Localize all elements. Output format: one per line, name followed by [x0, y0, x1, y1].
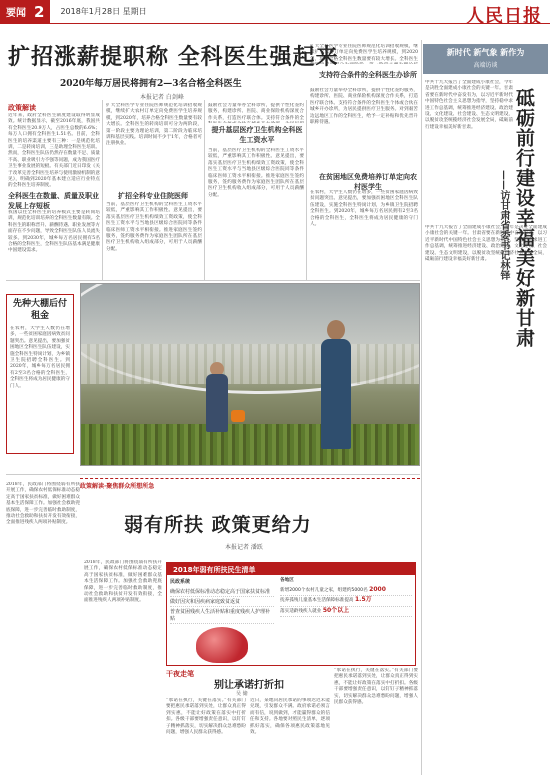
section2-banner [80, 478, 420, 492]
lead-column-1: 近年来，政府全科医生制度建设取得明显成效。统计数据显示，截至2016年底，我国共有全科医生20.9万人，占医生总数的6.6%；每万人口拥有全科医生1.51名。目前，全科医生的培养渠道主要有三种：一是规范化培训，二是转岗培训，三是助理全科医生培训。然而，全科医生队伍仍然存在数量不足、质量不高、职业吸引力不强等问题，成为我国医疗卫生事业发展的短板。有关部门近日印发《关于改革完善全科医生培养与使用激励机制的意见》，明确到2020年基本建立适应行业特点的全科医生培养制度。 [8, 113, 100, 188]
livelihood-list-right [277, 575, 415, 667]
subhead-clinic: 支持符合条件的全科医生办诊所 [319, 71, 417, 79]
livelihood-list-left [167, 575, 277, 667]
left-box [6, 294, 74, 454]
policy-read-tag: 政策解读 [8, 104, 36, 112]
lead-subtitle: 2020年每万居民将拥有2—3名合格全科医生 [60, 79, 242, 89]
left-box-title: 先种大棚后付租金 [12, 299, 67, 321]
farmer-left [206, 374, 228, 432]
doctor-head [327, 320, 345, 340]
masthead-logo: 人民日报 [466, 6, 542, 27]
section3-byline: 吴 储 [236, 691, 248, 697]
section-name: 要闻 [6, 8, 26, 19]
doctor-right [321, 339, 351, 449]
section3-column-1: “承诺在执行，关键在落实。”有关部门要把惠民承诺落到实处，让群众真正得到实惠，不能让好政策在落实中打折扣。各级干部要增强责任意识，以钉钉子精神抓落实，切实解决群众急难愁盼问题，增强人民群众获得感。 [166, 698, 246, 736]
lead-column-4: 扩大全科医学专业住院医师规范化培训招收规模，继续扩大农村订单定向免费医学生培养规模，到2020年，培养合格全科医生数量要有较大增长。全科医生 [310, 44, 418, 62]
sidebar-text-2: 中共十九大报告了全面建成小康社会，今年是决胜全面建成小康社会的关键一年。甘肃省要在新时代中奋发有为，以习近平新时代中国特色社会主义思想为指导，坚持稳中求进工作总基调，统筹推进经济建设、政治建设、文化建设、社会建设、生态文明建设，以脱贫攻坚统揽经济社会发展全局，砥砺前行建设幸福美好新甘肃。 [425, 225, 547, 263]
policy-read-tag-2: 政策解读·聚焦群众所想所急 [80, 483, 155, 490]
lead-column-2: 扩大全科医学专业住院医师规范化培训招收规模，继续扩大农村订单定向免费医学生培养规模，到2020年，培养合格全科医生数量要有较大增长。全科医生的转岗培训可分为两阶段，第一阶段主要为理论培训，第二阶段为临床培训和基层实践。培训时间不少于1年，合格者可注册执业。 [106, 103, 202, 147]
greenhouse-photo [80, 283, 420, 466]
heart-hands-image [196, 627, 248, 663]
subhead-poor-areas: 在贫困地区免费培养订单定向农村医学生 [319, 173, 417, 191]
right-row: 新增2000个农村儿童之家，组建约5000名 2000 [280, 586, 412, 596]
subhead-expand-enrollment: 扩招全科专业住院医师 [118, 192, 188, 200]
right-row: 落实适龄残疾人就业 50个以上 [280, 607, 412, 617]
left-box-text: 在农村，大学生人数仍在增多，一些贫困家庭因病致贫问题突出。意见提出，要加强贫困地区全科医生队伍建设，实施全科医生特岗计划，为乡镇卫生院招聘全科医生。到2020年，城乡每万名居民拥有2至3名合格的全科医生，全科医生将成为居民健康的守门人。 [10, 326, 70, 389]
section-label [0, 0, 50, 23]
lead-column-4b: 鼓励社会力量举办全科诊所，提供个性化签约服务，构建诊所、医院、商业保险机构深度合作关系，打造医疗联合体。支持符合条件的全科医生个体或合伙在城乡开办诊所，为居民提供医疗卫生服务。对到艰苦边远地区工作的全科医生，给予一定补贴和优先晋升职称待遇。 [310, 88, 418, 126]
sidebar-subtitle: 高端访谈 [473, 62, 498, 69]
section3-column-2: 近日，某地向居民承诺的事项迟迟未能兑现，引发群众不满。政府承诺必须言而有信，说到做到，才能赢得群众的信任和支持。各地要对照民生清单，逐项抓好落实，确保各项惠民政策落地见效。 [250, 698, 330, 736]
right-title: 各地区 [280, 578, 294, 583]
right-row: 抚养孤残儿童基本生活保障标准提高 1.5万 [280, 596, 412, 606]
livelihood-list-header: 2018年弱有所扶民生清单 [167, 563, 415, 575]
page-header [0, 0, 550, 27]
sidebar-text-1: 中共十九大报告了全面建成小康社会，今年是决胜全面建成小康社会的关键一年。甘肃省要在新时代中奋发有为，以习近平新时代中国特色社会主义思想为指导，坚持稳中求进工作总基调，统筹推进经济建设、政治建设、文化建设、社会建设、生态文明建设，以脱贫攻坚统揽经济社会发展全局，砥砺前行建设幸福美好新甘肃。 [425, 80, 513, 130]
left-title: 民政系统 [170, 579, 191, 585]
cartoon-tag: 干夜走笔 [166, 670, 194, 678]
section3-headline: 别让承诺打折扣 [214, 680, 284, 691]
interview-headline: 砥砺前行建设幸福美好新甘肃 [513, 88, 535, 348]
lead-column-3b: 当前，基层医疗卫生机构的全科医生工资水平较低，严重影响其工作积极性。意见提出，要落实基层医疗卫生机构绩效工资政策，使全科医生工资水平与当地县区级综合医院同等条件临床医师工资水平相衔接。推进家庭医生签约服务，签约服务费作为家庭医生团队所在基层医疗卫生机构收入组成部分，可用于人员薪酬分配。 [208, 148, 304, 198]
issue-date: 2018年1月28日 星期日 [60, 7, 147, 16]
interview-subheadline: ——访甘肃省委书记林铎 [498, 170, 509, 280]
section2-byline: 本报记者 潘跃 [225, 544, 263, 551]
lead-column-2b: 当前，基层医疗卫生机构的全科医生工资水平较低，严重影响其工作积极性。意见提出，要落实基层医疗卫生机构绩效工资政策，使全科医生工资水平与当地县区级综合医院同等条件临床医师工资水平相衔接。推进家庭医生签约服务，签约服务费作为家庭医生团队所在基层医疗卫生机构收入组成部分，可用于人员薪酬分配。 [106, 202, 202, 252]
sidebar-banner [423, 44, 548, 74]
page-number: 2 [34, 2, 45, 21]
section2-headline: 弱有所扶 政策更给力 [124, 514, 312, 536]
lead-byline: 本报记者 白剑峰 [140, 94, 184, 101]
section2-column-2: 2018年，民政部门将围绕弱有所扶开展工作，确保农村低保标准动态稳定高于国家扶贫标准，做好困难群众基本生活保障工作。加强社会救助兜底保障，进一步完善临时救助制度，推动社会救助和扶贫开发有效衔接，全面推进残疾人两项补贴制度。 [84, 560, 162, 604]
section2-column-1: 2018年，民政部门将围绕弱有所扶开展工作，确保农村低保标准动态稳定高于国家扶贫标准，做好困难群众基本生活保障工作。加强社会救助兜底保障，进一步完善临时救助制度，推动社会救助和扶贫开发有效衔接，全面推进残疾人两项补贴制度。 [6, 482, 80, 526]
left-row: 做好因灾和因疾病家庭致贫返贫 [170, 597, 274, 607]
livelihood-list [166, 562, 416, 666]
lead-headline: 扩招涨薪提职称 全科医生强起来 [8, 45, 339, 70]
left-row: 确保农村低保标准动态稳定高于国家扶贫标准 [170, 587, 274, 597]
subhead-raise-salary: 提升基层医疗卫生机构全科医生工资水平 [211, 126, 303, 144]
sidebar-title: 新时代 新气象 新作为 [446, 48, 525, 57]
lead-column-4c: 在农村，大学生人数仍在增多，一些贫困家庭因病致贫问题突出。意见提出，要加强贫困地区全科医生队伍建设，实施全科医生特岗计划，为乡镇卫生院招聘全科医生。到2020年，城乡每万名居民拥有2至3名合格的全科医生，全科医生将成为居民健康的守门人。 [310, 190, 418, 228]
lead-column-1b: 我国以往全科医生的培养模式主要是转岗培训，规范化培训培养的全科医生数量有限。全科医生的职称晋升、薪酬待遇、职业发展等方面存在不少问题，导致全科医生队伍人员流失较多。到2030年，城乡每万名居民拥有5名合格的全科医生，全科医生队伍基本满足健康中国建设需求。 [8, 210, 100, 254]
subhead-shortfall: 全科医生在数量、质量及职业发展上存短板 [8, 192, 99, 210]
left-row: 普查贫困残疾人生活补贴和重度残疾人护理补贴 [170, 607, 274, 624]
section3-column-3: “承诺在执行，关键在落实。”有关部门要把惠民承诺落到实处，让群众真正得到实惠，不能让好政策在落实中打折扣。各级干部要增强责任意识，以钉钉子精神抓落实，切实解决群众急难愁盼问题，增强人民群众获得感。 [334, 668, 418, 706]
lead-column-3: 鼓励社会力量举办全科诊所，提供个性化签约服务，构建诊所、医院、商业保险机构深度合作关系，打造医疗联合体。支持符合条件的全 [208, 103, 304, 121]
watering-can [231, 410, 245, 422]
